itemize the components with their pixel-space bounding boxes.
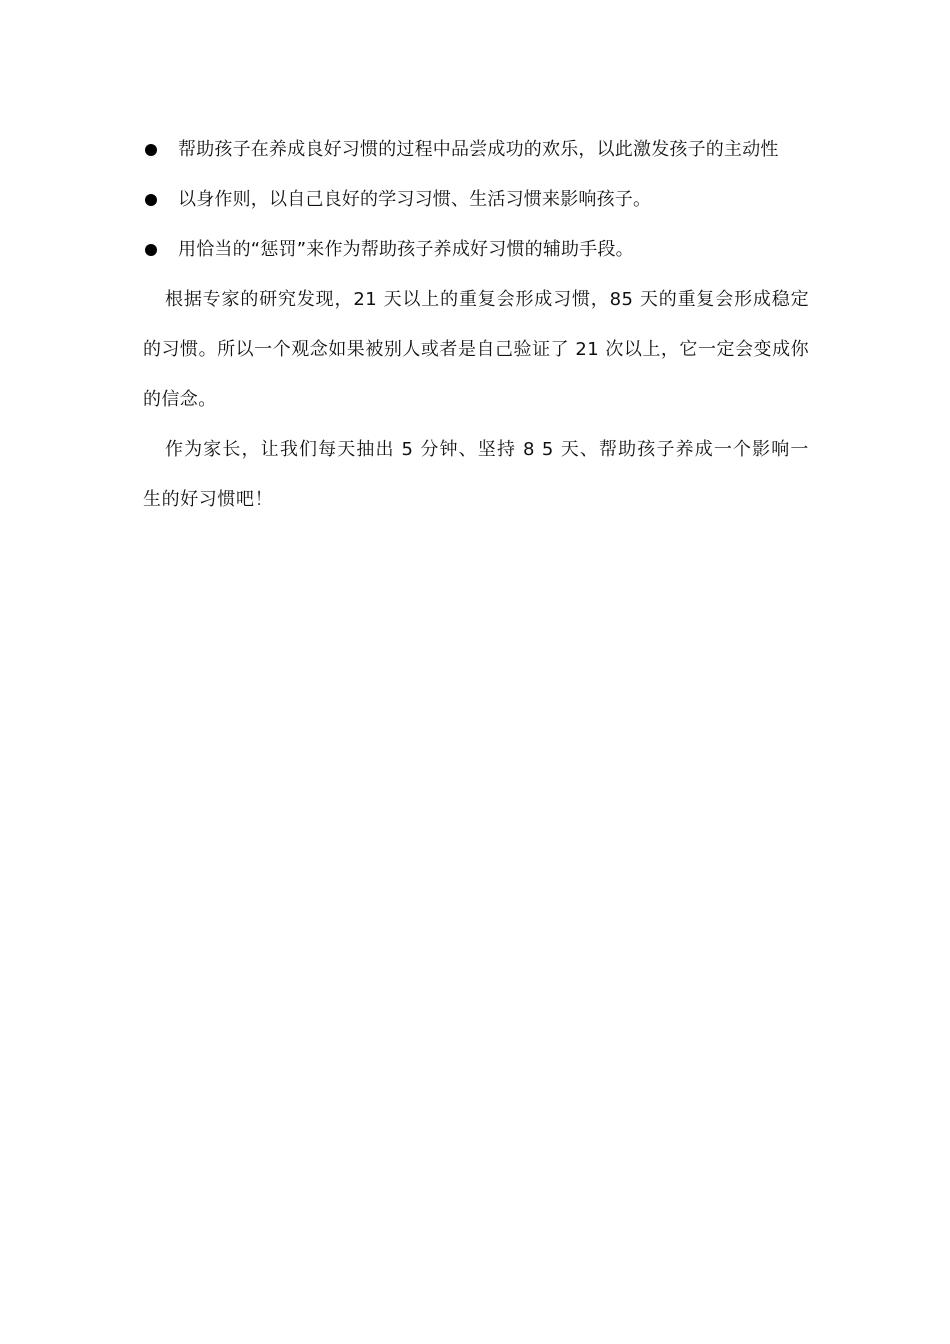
- list-item: [143, 175, 809, 225]
- list-item-text: 帮助孩子在养成良好习惯的过程中品尝成功的欢乐，以此激发孩子的主动性: [178, 139, 779, 160]
- list-item-text: 用恰当的“惩罚”来作为帮助孩子养成好习惯的辅助手段。: [178, 239, 634, 260]
- paragraph: 作为家长，让我们每天抽出 5 分钟、坚持 8 5 天、帮助孩子养成一个影响一生的好习惯吧！: [143, 439, 809, 510]
- bullet-icon: [145, 244, 157, 256]
- list-item: [143, 225, 809, 275]
- paragraph: 根据专家的研究发现，21 天以上的重复会形成习惯，85 天的重复会形成稳定的习惯。所以一个观念如果被别人或者是自己验证了 21 次以上，它一定会变成你的信念。: [143, 289, 809, 410]
- list-item: [143, 125, 809, 175]
- document-body: [143, 125, 809, 525]
- list-item-text: 以身作则，以自己良好的学习习惯、生活习惯来影响孩子。: [178, 189, 652, 210]
- bullet-icon: [145, 194, 157, 206]
- bullet-icon: [145, 144, 157, 156]
